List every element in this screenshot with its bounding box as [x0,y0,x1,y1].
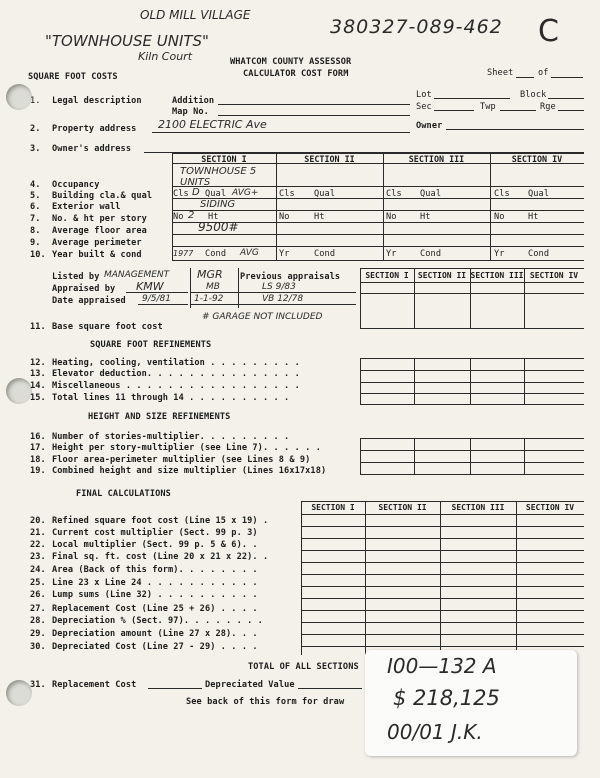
line-21-text: Current cost multiplier (Sect. 99 p. 3) [52,528,258,538]
occupancy-label: Occupancy [52,180,100,190]
s1-qual-value: AVG+ [232,188,259,198]
of-label: of [538,68,549,78]
depreciated-value-label: Depreciated Value [205,680,295,690]
s2-cond: Cond [314,249,336,259]
s4-cond: Cond [528,249,550,259]
s2-ht: Ht [314,212,325,222]
line-12-text: Heating, cooling, ventilation . . . . . . . . . [52,358,300,368]
s3-cls: Cls [386,189,402,199]
prev-appraisal-2: VB 12/78 [262,294,304,304]
row-31-number: 31. [30,680,46,690]
total-all-sections-label: TOTAL OF ALL SECTIONS [248,662,359,672]
stories-value: 2 [188,210,195,221]
s4-cls: Cls [494,189,510,199]
s3-ht: Ht [420,212,431,222]
agency-name: WHATCOM COUNTY ASSESSOR [230,57,352,67]
kiln-court-note: Kiln Court [138,50,193,63]
row-4-number: 4. [30,180,41,190]
garage-note: # GARAGE NOT INCLUDED [202,312,323,322]
line-16-number: 16. [30,432,46,442]
line-13-text: Elevator deduction. . . . . . . . . . . . . . . [52,369,300,379]
row-8-number: 8. [30,226,41,236]
avg-perim-label: Average perimeter [52,238,142,248]
line-23-text: Final sq. ft. cost (Line 20 x 21 x 22). . [52,552,269,562]
line-20-text: Refined square foot cost (Line 15 x 19) . [52,516,269,526]
s1-class-value: D [192,187,200,198]
line-19-text: Combined height and size multiplier (Lines 16x17x18) [52,466,327,476]
appraisal-sec-2-header: SECTION II [417,271,467,280]
row-2-number: 2. [30,124,41,134]
line-18-text: Floor area-perimeter multiplier (see Lines 8 & 9) [52,455,311,465]
line-16-text: Number of stories-multiplier. . . . . . . . . [52,432,290,442]
line-13-number: 13. [30,369,46,379]
s3-no: No [386,212,397,222]
year-built-value: 1977 [173,249,194,258]
line-30-text: Depreciated Cost (Line 27 - 29) . . . . [52,642,258,652]
appraisal-sec-4-header: SECTION IV [529,271,579,280]
building-class-label: Building cla.& qual [52,191,153,201]
see-back-note: See back of this form for draw [186,697,345,707]
row-3-number: 3. [30,144,41,154]
line-25-text: Line 23 x Line 24 . . . . . . . . . . . [52,578,258,588]
s3-cond: Cond [420,249,442,259]
form-letter: C [538,14,559,49]
line-14-text: Miscellaneous . . . . . . . . . . . . . . . . . [52,381,300,391]
prev-appraisal-1: LS 9/83 [262,282,296,292]
form-title: CALCULATOR COST FORM [243,69,349,79]
sticky-note [365,650,577,756]
block-label: Block [520,90,547,100]
exterior-wall-value: SIDING [200,199,236,210]
grid-section-1-header: SECTION I [201,154,247,164]
line-28-number: 28. [30,616,46,626]
final-section-1-header: SECTION I [311,503,355,512]
line-17-number: 17. [30,443,46,453]
line-22-text: Local multiplier (Sect. 99 p. 5 & 6). . [52,540,258,550]
s1-cond: Cond [205,249,227,259]
property-address-value: 2100 ELECTRIC Ave [158,118,267,131]
line-19-number: 19. [30,466,46,476]
townhouse-title: "TOWNHOUSE UNITS" [45,32,209,50]
lot-label: Lot [416,90,432,100]
row-11-number: 11. [30,322,46,332]
line-24-number: 24. [30,565,46,575]
s3-yr: Yr [386,249,397,259]
s1-cls: Cls [173,189,189,199]
line-15-number: 15. [30,393,46,403]
s2-no: No [279,212,290,222]
s1-ht: Ht [208,212,219,222]
date2-note: 1-1-92 [194,294,224,304]
sheet-label: Sheet [487,68,514,78]
line-27-text: Replacement Cost (Line 25 + 26) . . . . [52,604,258,614]
final-title: FINAL CALCULATIONS [76,489,171,499]
listed-by-label: Listed by [52,272,100,282]
twp-label: Twp [480,102,496,112]
line-30-number: 30. [30,642,46,652]
s2-yr: Yr [279,249,290,259]
line-12-number: 12. [30,358,46,368]
s2-cls: Cls [279,189,295,199]
s4-yr: Yr [494,249,505,259]
row-7-number: 7. [30,214,41,224]
date-appraised-value: 9/5/81 [142,294,171,304]
line-26-text: Lump sums (Line 32) . . . . . . . . . . [52,590,258,600]
appraised-by-value: KMW [136,280,164,293]
line-26-number: 26. [30,590,46,600]
listed-by-value: MANAGEMENT [104,270,170,280]
s4-no: No [494,212,505,222]
row-6-number: 6. [30,202,41,212]
line-22-number: 22. [30,540,46,550]
date-appraised-label: Date appraised [52,296,126,306]
cond-value: AVG [240,248,259,258]
s4-ht: Ht [528,212,539,222]
appraisal-sec-1-header: SECTION I [365,271,409,280]
replacement-cost-label: Replacement Cost [52,680,137,690]
line-14-number: 14. [30,381,46,391]
s4-qual: Qual [528,189,550,199]
floor-area-value: 9500# [198,220,239,234]
s2-qual: Qual [314,189,336,199]
line-17-text: Height per story-multiplier (see Line 7). . . . . . [52,443,321,453]
grid-section-2-header: SECTION II [304,154,355,164]
final-section-2-header: SECTION II [378,503,427,512]
s3-qual: Qual [420,189,442,199]
punch-hole-top [6,84,32,110]
punch-hole-bottom [6,680,32,706]
line-18-number: 18. [30,455,46,465]
appraisal-sec-3-header: SECTION III [470,271,524,280]
map-no-label: Map No. [172,107,209,117]
year-built-label: Year built & cond [52,250,142,260]
line-21-number: 21. [30,528,46,538]
line-15-text: Total lines 11 through 14 . . . . . . . . . . [52,393,290,403]
line-28-text: Depreciation % (Sect. 97). . . . . . . . [52,616,263,626]
addition-label: Addition [172,96,215,106]
final-section-3-header: SECTION III [451,503,505,512]
row-9-number: 9. [30,238,41,248]
legal-description-label: Legal description [52,96,142,106]
sticky-line-1: I00—132 A [387,654,497,678]
grid-section-4-header: SECTION IV [511,154,563,164]
line-23-number: 23. [30,552,46,562]
line-25-number: 25. [30,578,46,588]
rge-label: Rge [540,102,556,112]
village-note: OLD MILL VILLAGE [140,8,251,22]
row-1-number: 1. [30,96,41,106]
line-20-number: 20. [30,516,46,526]
appraised-by-label: Appraised by [52,284,116,294]
sec-label: Sec [416,102,432,112]
height-title: HEIGHT AND SIZE REFINEMENTS [88,412,231,422]
property-address-label: Property address [52,124,137,134]
occupancy-value: TOWNHOUSE 5 UNITS [180,166,257,188]
line-27-number: 27. [30,604,46,614]
exterior-wall-label: Exterior wall [52,202,121,212]
sticky-line-2: $ 218,125 [393,686,500,710]
parcel-number: 380327-089-462 [330,16,503,38]
grid-section-3-header: SECTION III [408,154,465,164]
mb-note: MB [206,282,220,292]
mgr-note: MGR [197,268,223,281]
s1-no: No [173,212,184,222]
sticky-line-3: 00/01 J.K. [387,720,483,744]
owners-address-label: Owner's address [52,144,132,154]
stories-label: No. & ht per story [52,214,147,224]
avg-floor-label: Average floor area [52,226,147,236]
row-5-number: 5. [30,191,41,201]
line-29-text: Depreciation amount (Line 27 x 28). . . [52,629,258,639]
final-section-4-header: SECTION IV [525,503,575,512]
punch-hole-middle [6,378,32,404]
previous-appraisals-label: Previous appraisals [240,272,341,282]
square-foot-costs-label: SQUARE FOOT COSTS [28,72,118,82]
line-24-text: Area (Back of this form). . . . . . . . [52,565,258,575]
owner-label: Owner [416,121,443,131]
base-sq-ft-cost-label: Base square foot cost [52,322,163,332]
line-29-number: 29. [30,629,46,639]
refinements-title: SQUARE FOOT REFINEMENTS [90,340,212,350]
s1-qual: Qual [205,189,227,199]
row-10-number: 10. [30,250,46,260]
